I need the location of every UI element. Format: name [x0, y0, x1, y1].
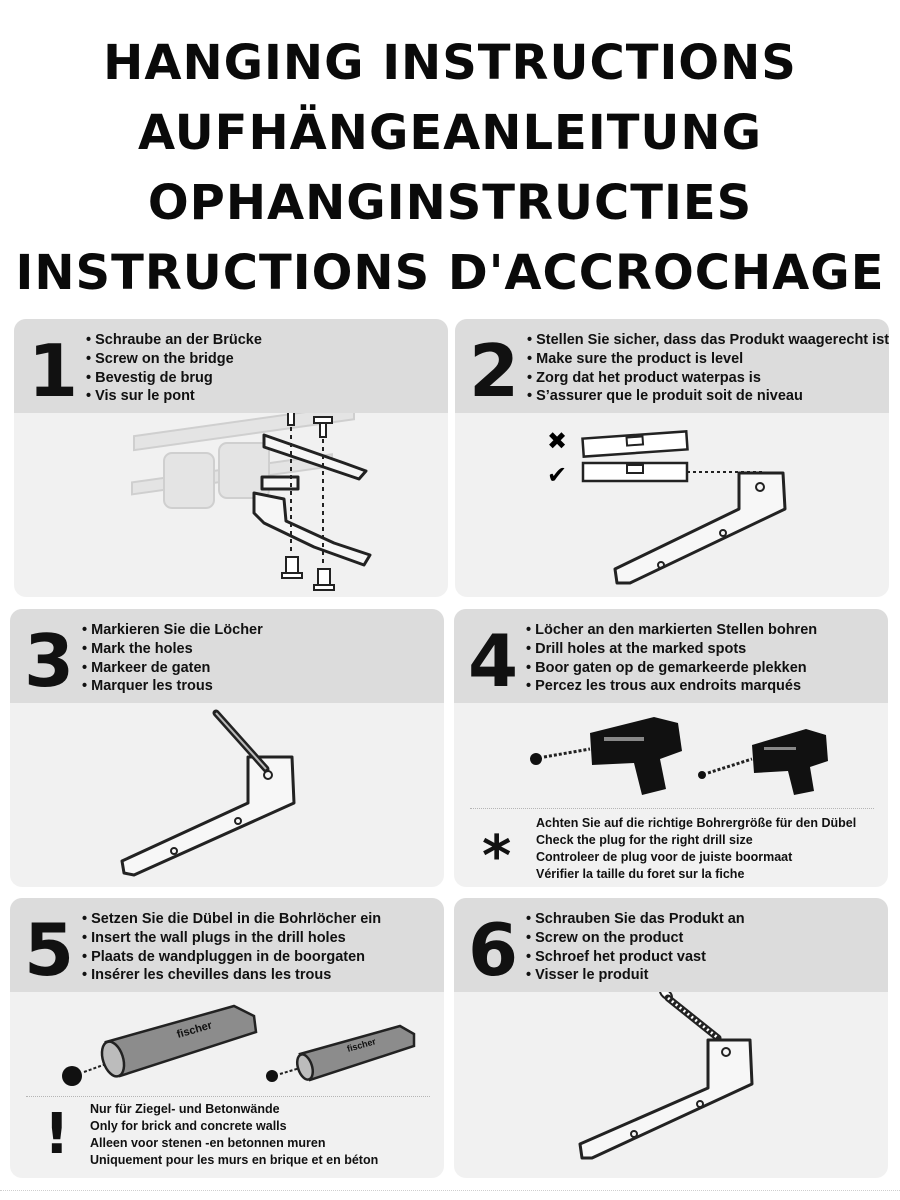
wall-plug-illustration — [10, 992, 444, 1092]
step-1-line-en: • Screw on the bridge — [86, 350, 262, 369]
drill-note-nl: Controleer de plug voor de juiste boormaat — [536, 850, 793, 864]
step-2-number: 2 — [469, 329, 520, 413]
wall-plug-large-icon — [62, 1006, 256, 1086]
step-5-line-de: • Setzen Sie die Dübel in die Bohrlöcher ein — [82, 910, 381, 929]
step-6-number: 6 — [468, 908, 519, 992]
step-1-card — [14, 319, 448, 597]
pencil-icon — [216, 713, 266, 769]
spirit-level-straight-icon — [583, 463, 687, 481]
mark-holes-illustration — [10, 703, 444, 887]
step-6-card — [454, 898, 888, 1178]
title-block — [0, 28, 900, 308]
step-5-card — [10, 898, 444, 1178]
asterisk-icon: * — [482, 824, 512, 887]
step-2-line-en: • Make sure the product is level — [527, 350, 889, 369]
wall-plug-small-icon — [266, 1026, 414, 1082]
step-4-line-fr: • Percez les trous aux endroits marqués — [526, 677, 817, 696]
step-3-instructions — [82, 621, 263, 696]
step-3-line-fr: • Marquer les trous — [82, 677, 263, 696]
step-4-line-en: • Drill holes at the marked spots — [526, 640, 817, 659]
drill-illustration — [454, 703, 888, 803]
spirit-level-tilted-icon — [582, 431, 687, 456]
step-6-instructions — [526, 910, 745, 985]
screw-product-illustration — [454, 992, 888, 1178]
step-1-number: 1 — [28, 329, 79, 413]
wall-note-fr: Uniquement pour les murs en brique et en béton — [90, 1153, 379, 1167]
step-6-line-de: • Schrauben Sie das Produkt an — [526, 910, 745, 929]
title-nl: OPHANGINSTRUCTIES — [147, 175, 753, 231]
exclamation-icon: ! — [44, 1102, 70, 1167]
screw-icon — [658, 992, 718, 1038]
drill-note-en: Check the plug for the right drill size — [536, 833, 753, 847]
plug-brand-label: fischer — [175, 1019, 214, 1041]
title-fr: INSTRUCTIONS D'ACCROCHAGE — [15, 245, 885, 301]
plug-brand-label-small: fischer — [345, 1036, 377, 1054]
step-1-line-nl: • Bevestig de brug — [86, 369, 262, 388]
level-illustration — [455, 413, 889, 597]
step-3-line-en: • Mark the holes — [82, 640, 263, 659]
step-1-line-de: • Schraube an der Brücke — [86, 331, 262, 350]
step-3-line-de: • Markieren Sie die Löcher — [82, 621, 263, 640]
step-4-instructions — [526, 621, 817, 696]
page-bottom-line — [0, 1190, 900, 1191]
wall-note-de: Nur für Ziegel- und Betonwände — [90, 1102, 280, 1116]
step-5-line-en: • Insert the wall plugs in the drill holes — [82, 929, 381, 948]
step-4-number: 4 — [468, 619, 519, 703]
step-1-instructions — [86, 331, 262, 406]
step-3-line-nl: • Markeer de gaten — [82, 659, 263, 678]
step-6-line-nl: • Schroef het product vast — [526, 948, 745, 967]
right-mark-icon: ✔ — [547, 461, 568, 489]
bridge-screw-illustration — [14, 413, 448, 597]
step-2-line-fr: • S’assurer que le produit soit de niveau — [527, 387, 889, 406]
step-4-line-de: • Löcher an den markierten Stellen bohren — [526, 621, 817, 640]
step-3-card — [10, 609, 444, 887]
step-4-line-nl: • Boor gaten op de gemarkeerde plekken — [526, 659, 817, 678]
step-4-card — [454, 609, 888, 887]
step-1-line-fr: • Vis sur le pont — [86, 387, 262, 406]
wall-note-nl: Alleen voor stenen -en betonnen muren — [90, 1136, 326, 1150]
step-2-card — [455, 319, 889, 597]
step-6-line-en: • Screw on the product — [526, 929, 745, 948]
step-5-line-nl: • Plaats de wandpluggen in de boorgaten — [82, 948, 381, 967]
wrong-mark-icon: ✖ — [547, 427, 568, 455]
step-4-divider — [470, 808, 874, 809]
title-de: AUFHÄNGEANLEITUNG — [138, 105, 762, 161]
drill-note-fr: Vérifier la taille du foret sur la fiche — [536, 867, 745, 881]
drill-note-de: Achten Sie auf die richtige Bohrergröße für den Dübel — [536, 816, 857, 830]
step-5-divider — [26, 1096, 430, 1097]
step-5-number: 5 — [24, 908, 75, 992]
step-2-line-de: • Stellen Sie sicher, dass das Produkt waagerecht ist — [527, 331, 889, 350]
step-5-instructions — [82, 910, 381, 985]
wall-note-en: Only for brick and concrete walls — [90, 1119, 287, 1133]
drill-large-icon — [530, 717, 682, 795]
step-5-line-fr: • Insérer les chevilles dans les trous — [82, 966, 381, 985]
step-2-instructions — [527, 331, 889, 406]
title-en: HANGING INSTRUCTIONS — [103, 35, 797, 91]
step-3-number: 3 — [24, 619, 75, 703]
drill-small-icon — [698, 729, 828, 795]
step-6-line-fr: • Visser le produit — [526, 966, 745, 985]
step-2-line-nl: • Zorg dat het product waterpas is — [527, 369, 889, 388]
